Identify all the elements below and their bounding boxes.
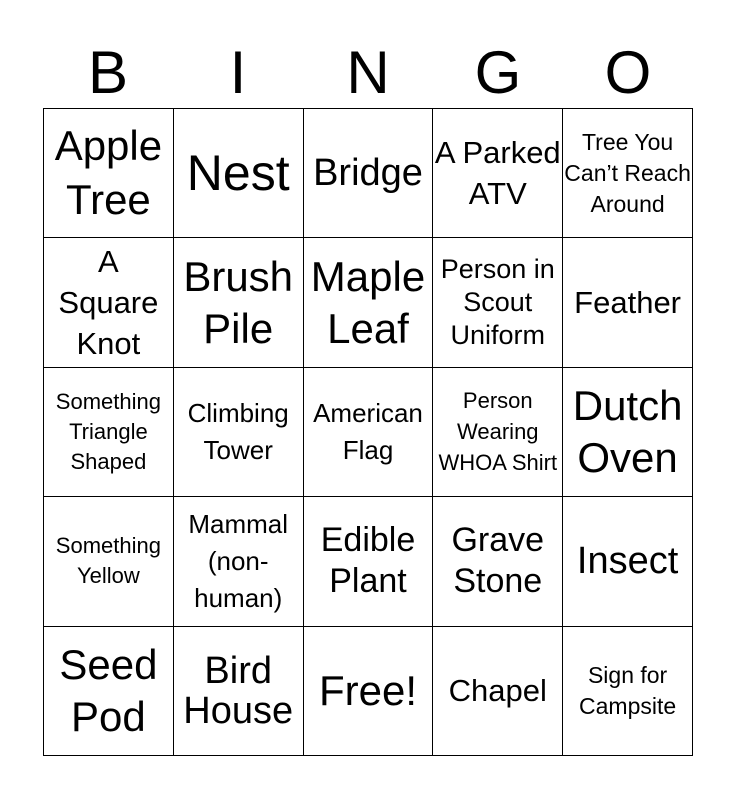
cell-text: Free! xyxy=(318,666,417,714)
bingo-cell[interactable] xyxy=(44,497,174,626)
bingo-cell[interactable] xyxy=(304,497,434,626)
bingo-grid xyxy=(43,108,693,756)
header-letter-b: B xyxy=(87,39,129,106)
bingo-cell[interactable] xyxy=(174,238,304,367)
bingo-cell[interactable] xyxy=(44,109,174,238)
cell-text: Edible Plant xyxy=(320,521,416,601)
cell-text: A Square Knot xyxy=(58,244,159,362)
cell-text: Nest xyxy=(186,145,290,202)
cell-text: Something Yellow xyxy=(55,533,161,589)
bingo-cell[interactable] xyxy=(563,238,693,367)
bingo-cell[interactable] xyxy=(44,368,174,497)
bingo-cell[interactable] xyxy=(433,497,563,626)
bingo-cell[interactable] xyxy=(44,238,174,367)
bingo-cell[interactable] xyxy=(433,627,563,756)
cell-text: Brush Pile xyxy=(183,252,294,352)
header-letter-n: N xyxy=(346,39,390,106)
cell-text: Mammal (non-human) xyxy=(188,508,289,613)
cell-text: Maple Leaf xyxy=(310,252,426,352)
header-letter-i: I xyxy=(229,39,247,106)
cell-text: Bridge xyxy=(313,152,423,195)
bingo-cell[interactable] xyxy=(174,627,304,756)
header-letter-o: O xyxy=(604,39,652,106)
bingo-cell[interactable] xyxy=(433,368,563,497)
bingo-cell[interactable] xyxy=(304,109,434,238)
bingo-cell[interactable] xyxy=(174,497,304,626)
cell-text: A Parked ATV xyxy=(434,135,561,212)
cell-text: Grave Stone xyxy=(451,521,545,601)
free-space-cell[interactable] xyxy=(304,627,434,756)
bingo-header xyxy=(43,38,693,108)
bingo-cell[interactable] xyxy=(563,497,693,626)
cell-text: Something Triangle Shaped xyxy=(55,388,161,474)
bingo-cell[interactable] xyxy=(433,238,563,367)
cell-text: Sign for Campsite xyxy=(579,661,677,719)
cell-text: American Flag xyxy=(313,397,423,465)
bingo-cell[interactable] xyxy=(174,109,304,238)
cell-text: Dutch Oven xyxy=(572,381,683,481)
bingo-cell[interactable] xyxy=(563,109,693,238)
cell-text: Seed Pod xyxy=(59,640,158,740)
cell-text: Climbing Tower xyxy=(187,397,289,465)
cell-text: Person in Scout Uniform xyxy=(440,254,555,351)
bingo-cell[interactable] xyxy=(304,238,434,367)
cell-text: Tree You Can’t Reach Around xyxy=(564,128,691,217)
bingo-cell[interactable] xyxy=(433,109,563,238)
bingo-cell[interactable] xyxy=(174,368,304,497)
cell-text: Person Wearing WHOA Shirt xyxy=(438,388,558,476)
bingo-cell[interactable] xyxy=(563,627,693,756)
header-letter-g: G xyxy=(474,39,522,106)
cell-text: Chapel xyxy=(448,673,547,709)
bingo-cell[interactable] xyxy=(563,368,693,497)
cell-text: Apple Tree xyxy=(54,122,163,224)
cell-text: Feather xyxy=(574,285,682,321)
cell-text: Bird House xyxy=(183,649,294,732)
cell-text: Insect xyxy=(576,540,679,583)
bingo-cell[interactable] xyxy=(304,368,434,497)
bingo-cell[interactable] xyxy=(44,627,174,756)
